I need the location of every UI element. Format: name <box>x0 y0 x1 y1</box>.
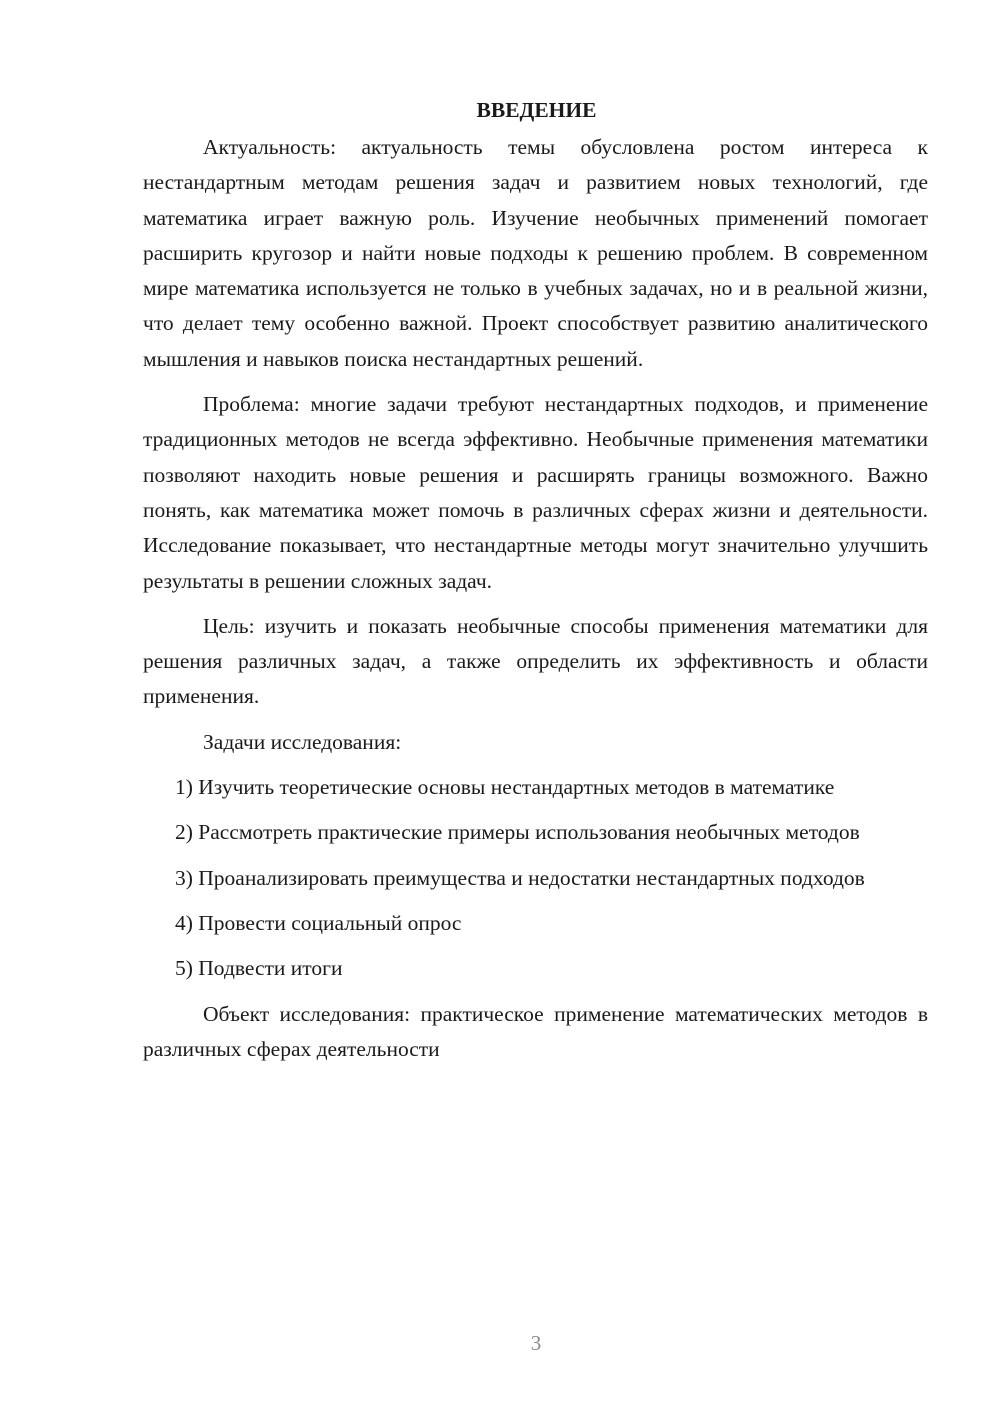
document-page <box>143 92 928 1077</box>
task-item: 4) Провести социальный опрос <box>175 910 462 935</box>
object-paragraph: Объект исследования: практическое применение математических методов в различных сферах деятельности <box>143 1001 928 1061</box>
relevance-paragraph: Актуальность: актуальность темы обусловлена ростом интереса к нестандартным методам решения задач и развитием новых технологий, где математика играет важную роль. Изучение необычных применений помогает расширить кругозор и найти новые подходы к решению проблем. В современном мире математика используется не только в учебных задачах, но и в реальной жизни, что делает тему особенно важной. Проект способствует развитию аналитического мышления и навыков поиска нестандартных решений. <box>143 135 928 371</box>
task-item: 1) Изучить теоретические основы нестандартных методов в математике <box>175 775 835 800</box>
section-heading: ВВЕДЕНИЕ <box>476 98 597 122</box>
task-item: 2) Рассмотреть практические примеры использования необычных методов <box>175 820 860 845</box>
task-item: 5) Подвести итоги <box>175 956 343 981</box>
goal-paragraph: Цель: изучить и показать необычные способы применения математики для решения различных задач, а также определить их эффективность и области применения. <box>143 613 928 709</box>
tasks-heading: Задачи исследования: <box>203 729 402 754</box>
task-item: 3) Проанализировать преимущества и недостатки нестандартных подходов <box>175 865 865 890</box>
problem-paragraph: Проблема: многие задачи требуют нестандартных подходов, и применение традиционных методов не всегда эффективно. Необычные применения математики позволяют находить новые решения и расширять границы возможного. Важно понять, как математика может помочь в различных сферах жизни и деятельности. Исследование показывает, что нестандартные методы могут значительно улучшить результаты в решении сложных задач. <box>143 392 928 593</box>
tasks-list <box>143 770 928 986</box>
page-number: 3 <box>530 1331 542 1355</box>
